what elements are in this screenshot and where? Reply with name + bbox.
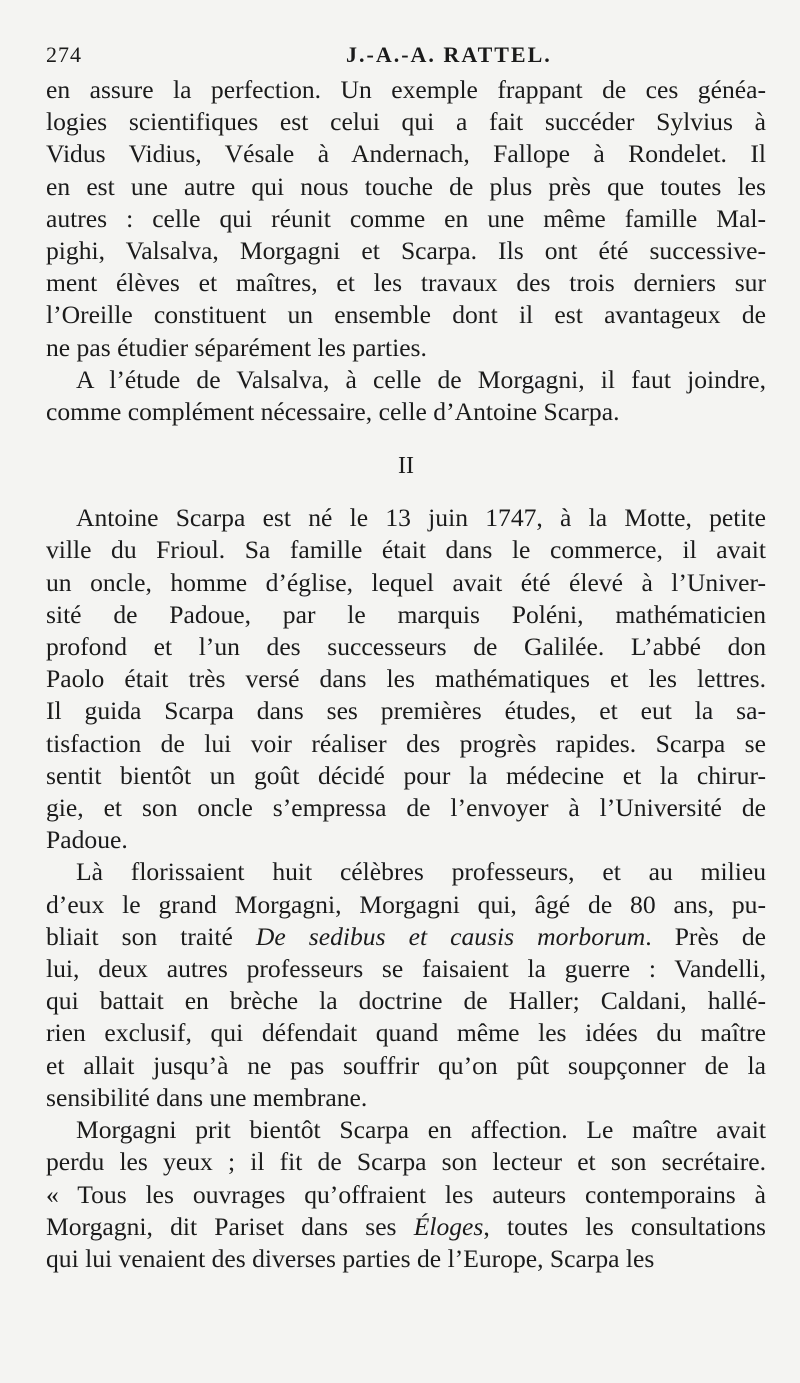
text-line: Morgagni, dit Pariset dans ses Éloges, toutes les consultations <box>46 1211 766 1241</box>
text-line: lui, deux autres professeurs se faisaient la guerre : Vandelli, <box>46 954 766 984</box>
paragraph <box>46 74 766 364</box>
text-line: en est une autre qui nous touche de plus près que toutes les <box>46 171 766 201</box>
text-line: ment élèves et maîtres, et les travaux des trois derniers sur <box>46 268 766 298</box>
paragraph <box>46 1114 766 1275</box>
text-line: sensibilité dans une membrane. <box>46 1082 368 1112</box>
text-line: l’Oreille constituent un ensemble dont il est avantageux de <box>46 300 766 330</box>
running-head: J.-A.-A. RATTEL. <box>346 42 552 67</box>
text-line: Padoue. <box>46 825 128 855</box>
text-line: profond et l’un des successeurs de Galilée. L’abbé don <box>46 632 766 662</box>
text-line: sité de Padoue, par le marquis Poléni, mathématicien <box>46 599 766 629</box>
text-line: Vidus Vidius, Vésale à Andernach, Fallope à Rondelet. Il <box>46 139 766 169</box>
text-before-section <box>46 74 766 428</box>
text-line: et allait jusqu’à ne pas souffrir qu’on pût soupçonner de la <box>46 1050 766 1080</box>
text-line: autres : celle qui réunit comme en une même famille Mal- <box>46 203 766 233</box>
text-line: qui battait en brèche la doctrine de Haller; Caldani, hallé- <box>46 986 766 1016</box>
text-line: un oncle, homme d’église, lequel avait été élevé à l’Univer- <box>46 567 766 597</box>
text-line: tisfaction de lui voir réaliser des progrès rapides. Scarpa se <box>46 728 766 758</box>
text-line: Morgagni prit bientôt Scarpa en affection. Le maître avait <box>76 1115 766 1145</box>
text-line: en assure la perfection. Un exemple frappant de ces généa- <box>46 75 766 104</box>
text-line: Là florissaient huit célèbres professeurs, et au milieu <box>76 857 766 887</box>
text-line: bliait son traité De sedibus et causis morborum. Près de <box>46 921 766 951</box>
text-line: Il guida Scarpa dans ses premières études, et eut la sa- <box>46 696 766 726</box>
text-line: « Tous les ouvrages qu’offraient les auteurs contemporains à <box>46 1179 766 1209</box>
paragraph <box>46 502 766 856</box>
page-header <box>46 38 766 74</box>
text-line: ne pas étudier séparément les parties. <box>46 332 427 362</box>
text-line: d’eux le grand Morgagni, Morgagni qui, âgé de 80 ans, pu- <box>46 889 766 919</box>
text-line: ville du Frioul. Sa famille était dans le commerce, il avait <box>46 535 766 565</box>
text-line: qui lui venaient des diverses parties de l’Europe, Scarpa les <box>46 1243 655 1273</box>
text-line: Antoine Scarpa est né le 13 juin 1747, à la Motte, petite <box>76 503 766 533</box>
paragraph <box>46 856 766 1114</box>
text-line: gie, et son oncle s’empressa de l’envoyer à l’Université de <box>46 793 766 823</box>
text-line: Paolo était très versé dans les mathématiques et les lettres. <box>46 664 766 694</box>
text-line: logies scientifiques est celui qui a fait succéder Sylvius à <box>46 107 766 137</box>
text-line: perdu les yeux ; il fit de Scarpa son lecteur et son secrétaire. <box>46 1147 766 1177</box>
paragraph <box>46 364 766 428</box>
page-number: 274 <box>46 42 82 67</box>
body-text <box>46 74 766 1275</box>
text-line: rien exclusif, qui défendait quand même les idées du maître <box>46 1018 766 1048</box>
text-line: comme complément nécessaire, celle d’Antoine Scarpa. <box>46 397 620 427</box>
text-after-section <box>46 502 766 1275</box>
text-line: A l’étude de Valsalva, à celle de Morgagni, il faut joindre, <box>76 364 766 394</box>
text-line: sentit bientôt un goût décidé pour la médecine et la chirur- <box>46 760 766 790</box>
section-heading: II <box>398 453 414 480</box>
text-line: pighi, Valsalva, Morgagni et Scarpa. Ils ont été successive- <box>46 236 766 266</box>
